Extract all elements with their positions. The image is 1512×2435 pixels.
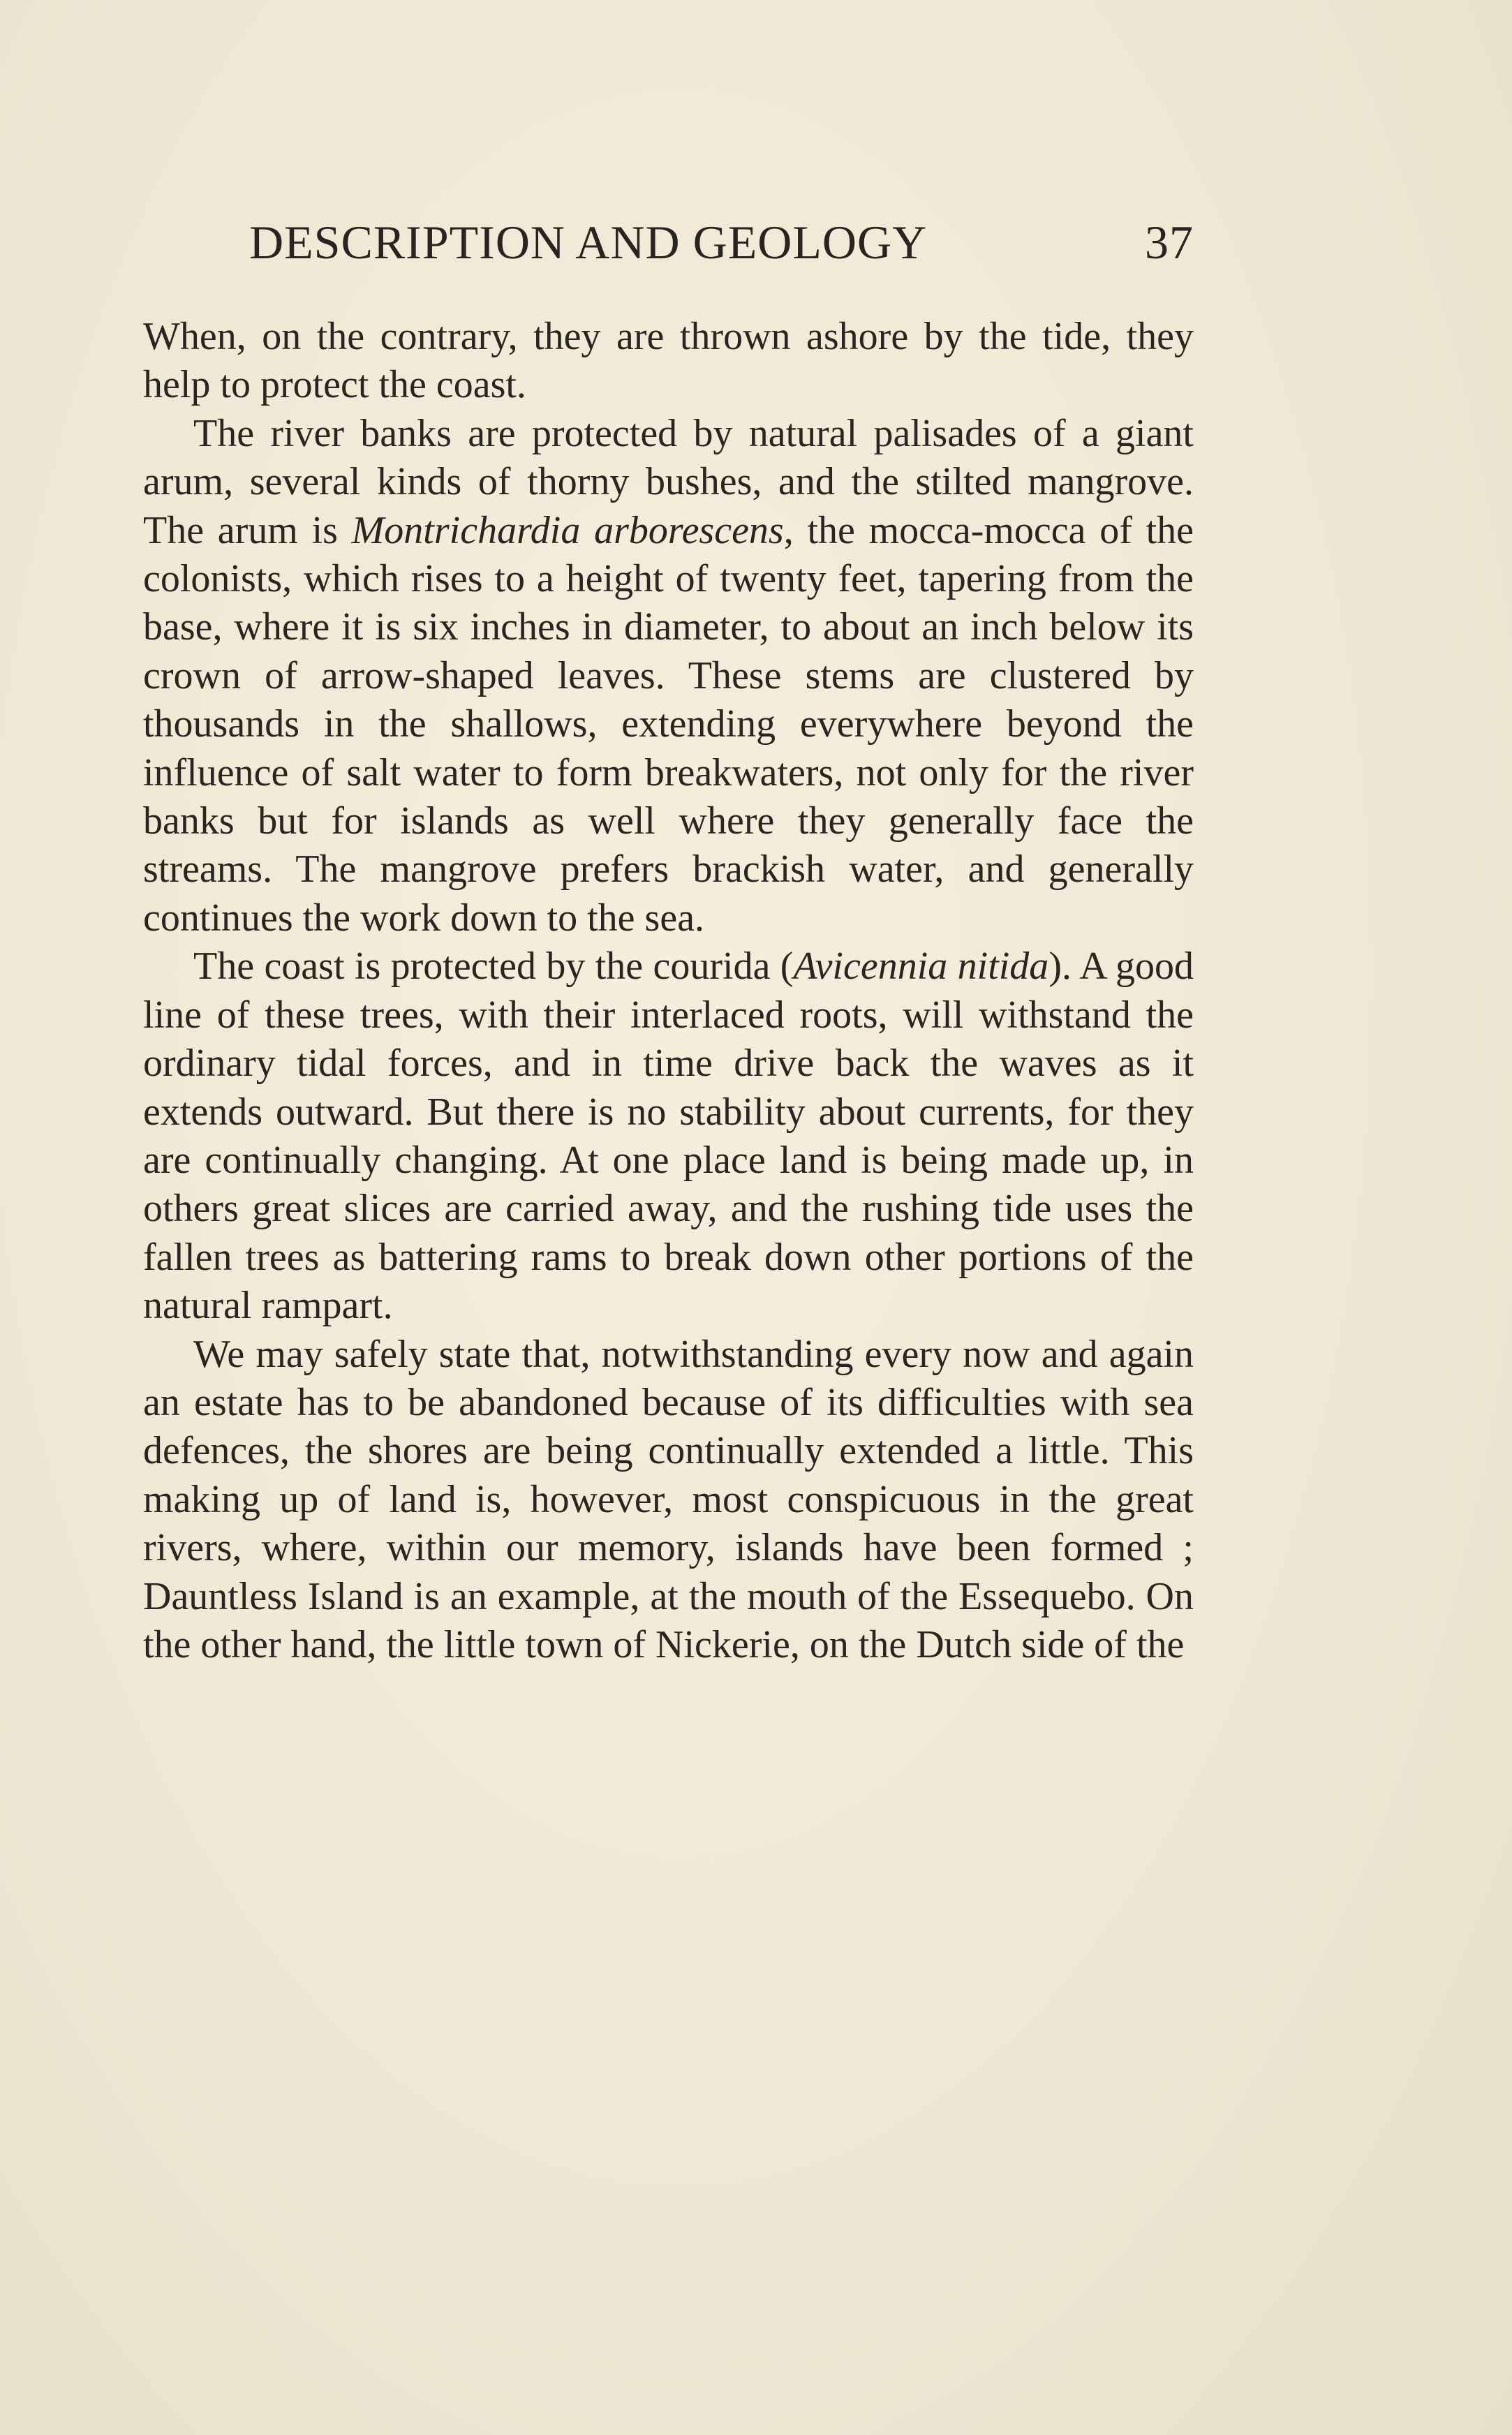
page-number: 37	[1145, 216, 1194, 269]
paragraph-2	[143, 410, 1194, 942]
paragraph-3-text-a: The coast is protected by the courida (	[193, 945, 794, 989]
chapter-title: DESCRIPTION AND GEOLOGY	[249, 216, 928, 269]
paragraph-2-text-c: , the mocca-mocca of the colonists, which rises to a height of twenty feet, tapering from the base, where it is six inches in diameter, to about an inch below its crown of arrow-shaped leaves. These stems are clustered by thousands in the shallows, extending everywhere beyond the influence of salt water to form breakwaters, not only for the river banks but for islands as well where they generally face the streams. The mangrove prefers brackish water, and generally continues the work down to the sea.	[143, 508, 1194, 940]
body-text	[143, 313, 1194, 1669]
species-name-avicennia: Avicennia nitida	[793, 945, 1049, 989]
paragraph-3	[143, 942, 1194, 1330]
paragraph-2-text-a: The river banks are protected by natural palisades of a giant arum, several kinds of thorny bushes, and the stilted mangrove. The arum is	[143, 411, 1194, 552]
paragraph-1: When, on the contrary, they are thrown ashore by the tide, they help to protect the coast.	[143, 315, 1194, 407]
species-name-montrichardia: Montrichardia arborescens	[351, 508, 784, 552]
paragraph-3-text-c: ). A good line of these trees, with their interlaced roots, will withstand the ordinary tidal forces, and in time drive back the waves as it extends outward. But there is no stability about currents, for they are continually changing. At one place land is being made up, in others great slices are carried away, and the rushing tide uses the fallen trees as battering rams to break down other portions of the natural rampart.	[143, 945, 1194, 1328]
paragraph-4: We may safely state that, notwithstanding every now and again an estate has to be abandoned because of its difficulties with sea defences, the shores are being continually extended a little. This making up of land is, however, most conspicuous in the great rivers, where, within our memory, islands have been formed ; Dauntless Island is an example, at the mouth of the Essequebo. On the other hand, the little town of Nickerie, on the Dutch side of the	[143, 1332, 1194, 1666]
running-header	[143, 215, 1194, 285]
